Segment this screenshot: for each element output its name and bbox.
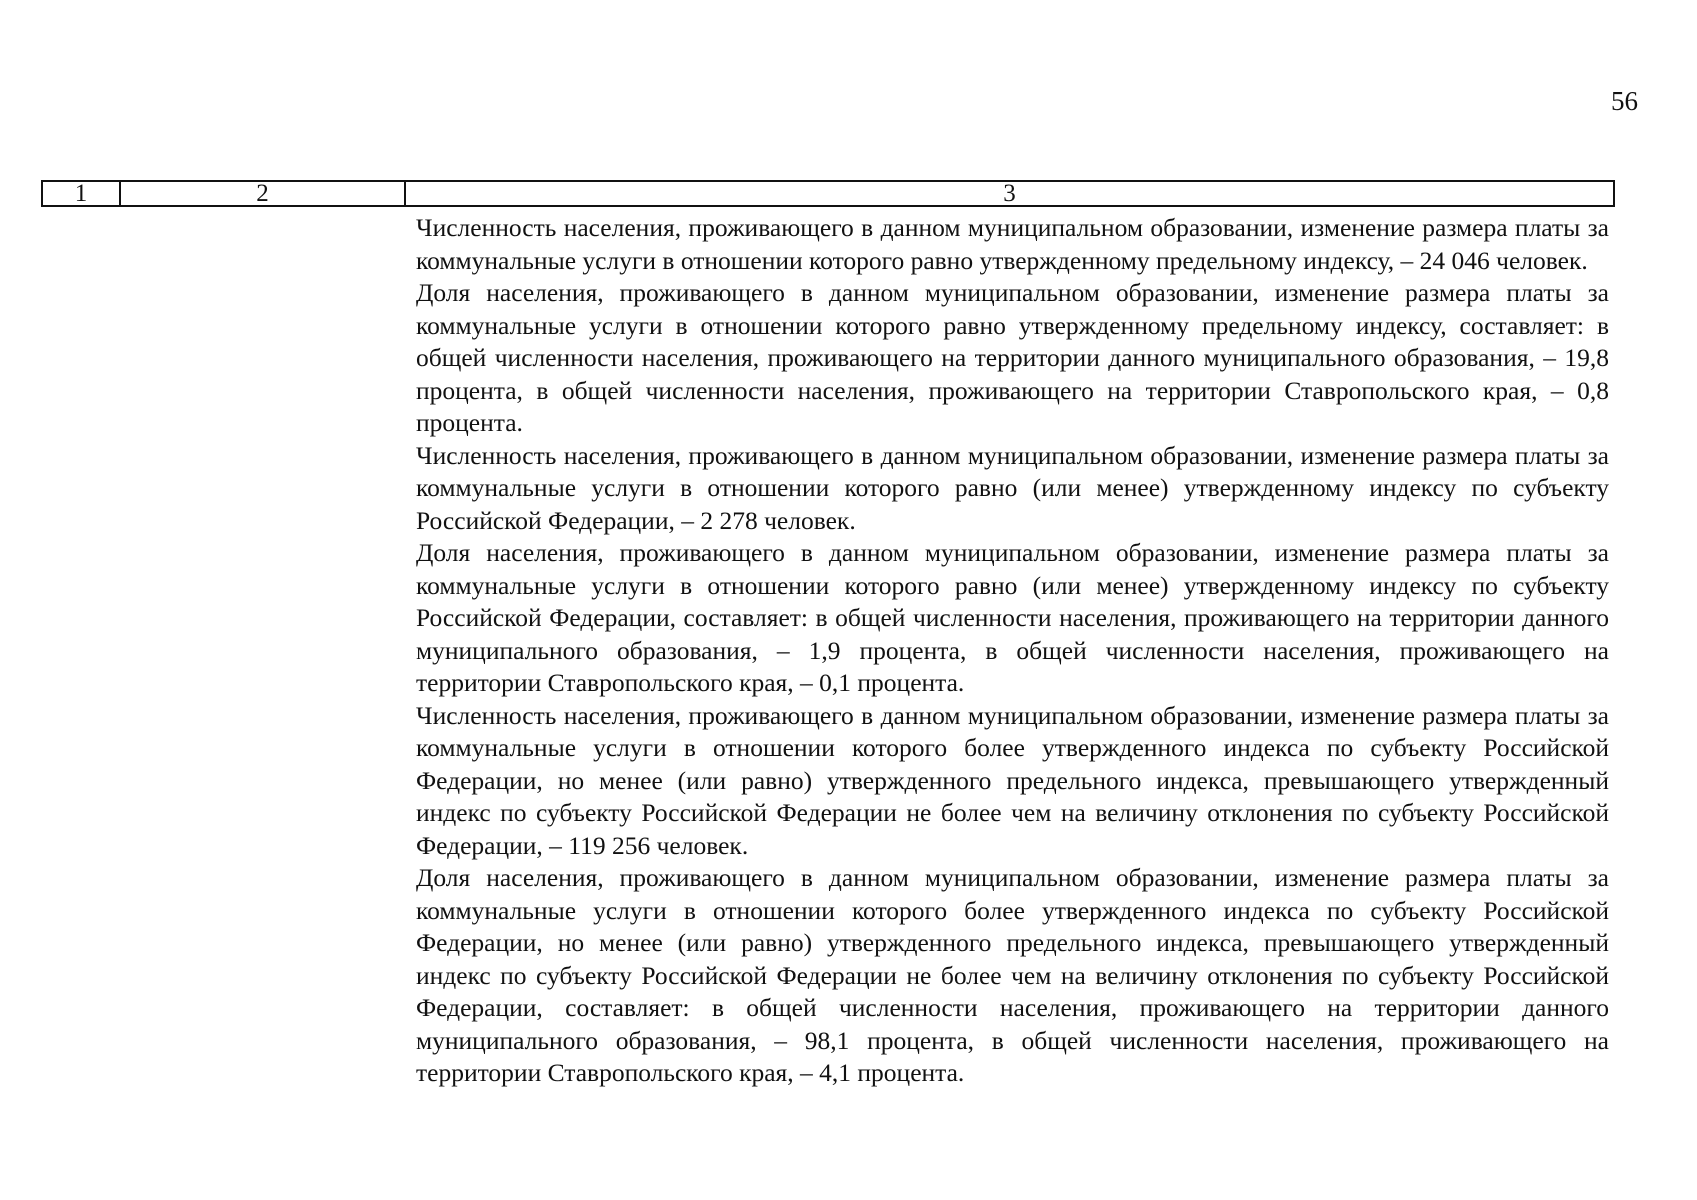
paragraph: Доля населения, проживающего в данном муниципальном образовании, изменение размера платы за коммунальные услуги в отношении которого равно утвержденному предельному индексу, составляет: в общей численности населения, проживающего на территории данного муниципального образования, – 19,8 процента, в общей численности населения, проживающего на территории Ставропольского края, – 0,8 процента. <box>416 278 1609 437</box>
paragraph: Доля населения, проживающего в данном муниципальном образовании, изменение размера платы за коммунальные услуги в отношении которого равно (или менее) утвержденному индексу по субъекту Российской Федерации, составляет: в общей численности населения, проживающего на территории данного муниципального образования, – 1,9 процента, в общей численности населения, проживающего на территории Ставропольского края, – 0,1 процента. <box>416 538 1609 697</box>
table-header-col-3: 3 <box>1003 180 1016 207</box>
paragraph: Численность населения, проживающего в данном муниципальном образовании, изменение размера платы за коммунальные услуги в отношении которого более утвержденного индекса по субъекту Российской Федерации, но менее (или равно) утвержденного предельного индекса, превышающего утвержденный индекс по субъекту Российской Федерации не более чем на величину отклонения по субъекту Российской Федерации, – 119 256 человек. <box>416 700 1609 860</box>
paragraph: Численность населения, проживающего в данном муниципальном образовании, изменение размера платы за коммунальные услуги в отношении которого равно утвержденному предельному индексу, – 24 046 человек. <box>416 213 1609 275</box>
page-number: 56 <box>1611 86 1638 116</box>
table-header-row <box>41 180 1615 207</box>
paragraph: Доля населения, проживающего в данном муниципальном образовании, изменение размера платы за коммунальные услуги в отношении которого более утвержденного индекса по субъекту Российской Федерации, но менее (или равно) утвержденного предельного индекса, превышающего утвержденный индекс по субъекту Российской Федерации не более чем на величину отклонения по субъекту Российской Федерации, составляет: в общей численности населения, проживающего на территории данного муниципального образования, – 98,1 процента, в общей численности населения, проживающего на территории Ставропольского края, – 4,1 процента. <box>416 863 1609 1087</box>
table-header-col-2: 2 <box>121 182 406 205</box>
paragraph: Численность населения, проживающего в данном муниципальном образовании, изменение размера платы за коммунальные услуги в отношении которого равно (или менее) утвержденному индексу по субъекту Российской Федерации, – 2 278 человек. <box>416 440 1609 535</box>
table-header-col-1: 1 <box>43 182 121 205</box>
document-body <box>416 212 1609 1090</box>
